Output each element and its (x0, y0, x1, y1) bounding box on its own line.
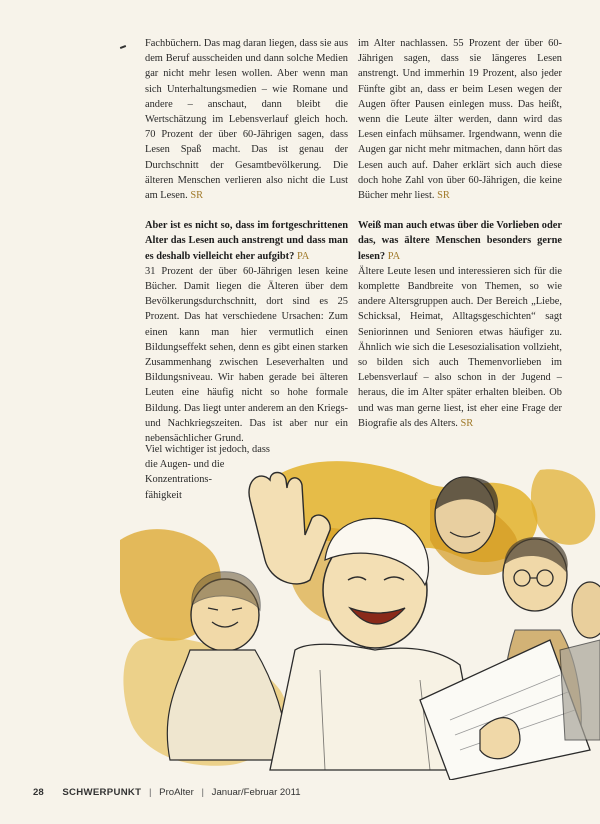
wrap-line: fähigkeit (145, 489, 182, 501)
left-column (145, 36, 348, 446)
answer-paragraph-2: 31 Prozent der über 60-Jährigen lesen keine Bücher. Damit liegen die Älteren über dem Bevölkerungsdurchschnitt, dort sind es 25 Prozent. Das hat verschiedene Ursachen: Zum einen kann man hier vermutlich einen Bildungseffekt sehen, denn es gibt einen starken Zusammenhang zwischen Leseverhalten und Bildungsniveau. Wir haben gerade bei älteren Leuten eine häufig nicht so hohe formale Bildung. Das liegt unter anderem an den Kriegs- und Nachkriegszeiten. Das ist aber nur ein nebensächlicher Grund. (145, 265, 348, 445)
speaker-initials: SR (460, 417, 474, 429)
right-column (358, 36, 562, 431)
speaker-initials: PA (387, 250, 401, 262)
interview-question-3: Weiß man auch etwas über die Vorlieben oder das, was ältere Menschen besonders gerne lesen? PA (358, 220, 562, 262)
speaker-initials: SR (437, 190, 450, 202)
page-number: 28 (33, 787, 44, 798)
answer-paragraph-1: Fachbüchern. Das mag daran liegen, dass sie aus dem Beruf ausscheiden und dann solche Medien gar nicht mehr lesen wollen. Aber wenn man sich Unterhaltungsmedien – wie Romane und andere – anschaut, dann bleibt die Wertschätzung im Lebensverlauf gleich hoch. 70 Prozent der über 60-Jährigen sagen, dass Lesen Spaß macht. Das ist genau der Durchschnitt der Gesamtbevölkerung. Die älteren Menschen verlieren also nicht die Lust am Lesen. SR (145, 38, 348, 202)
text-wrap-around-illustration (145, 442, 275, 503)
margin-mark (120, 45, 126, 49)
page-footer (33, 787, 573, 798)
footer-separator: | (201, 787, 204, 798)
issue-date: Januar/Februar 2011 (211, 787, 301, 798)
interview-question-2: Aber ist es nicht so, dass im fortgeschrittenen Alter das Lesen auch anstrengt und dass man es deshalb vielleicht eher aufgibt? PA (145, 220, 348, 262)
footer-separator: | (149, 787, 152, 798)
answer-paragraph-3: Ältere Leute lesen und interessieren sich für die komplette Bandbreite von Themen, so wie andere Altersgruppen auch. Der Bereich „Liebe, Schicksal, Heimat, Alltagsgeschichten“ sagt Seniorinnen und Senioren etwas häufiger zu. Ähnlich wie sich die Lesesozialisation vollzieht, so bilden sich auch Themenvorlieben im Lebensverlauf – also schon in der Jugend – heraus, die im Alter später erhalten bleiben. Ob und was man gerne liest, ist eher eine Frage der Biografie als des Alters. SR (358, 265, 562, 429)
wrap-line: Viel wichtiger ist jedoch, dass (145, 444, 270, 455)
answer-paragraph-continued: im Alter nachlassen. 55 Prozent der über 60-Jährigen sagen, dass sie längeres Lesen anstrengt. Und immerhin 19 Prozent, also jeder Fünfte gibt an, dass er beim Lesen wegen der Augen öfter Pausen einlegen muss. Das heißt, wenn die Leute älter werden, dann wird das Lesen einfach mühsamer. Irgendwann, wenn die Augen gar nicht mehr mitmachen, dann hört das Lesen auch auf. Daher erklärt sich auch diese doch hohe Zahl von über 60-Jährigen, die keine Bücher mehr liest. SR (358, 38, 562, 202)
magazine-name: ProAlter (159, 787, 194, 798)
wrap-line: Konzentrations- (145, 474, 212, 486)
speaker-initials: SR (190, 190, 204, 202)
wrap-line: die Augen- und die (145, 459, 225, 471)
section-name: SCHWERPUNKT (62, 787, 142, 798)
speaker-initials: PA (296, 250, 310, 262)
